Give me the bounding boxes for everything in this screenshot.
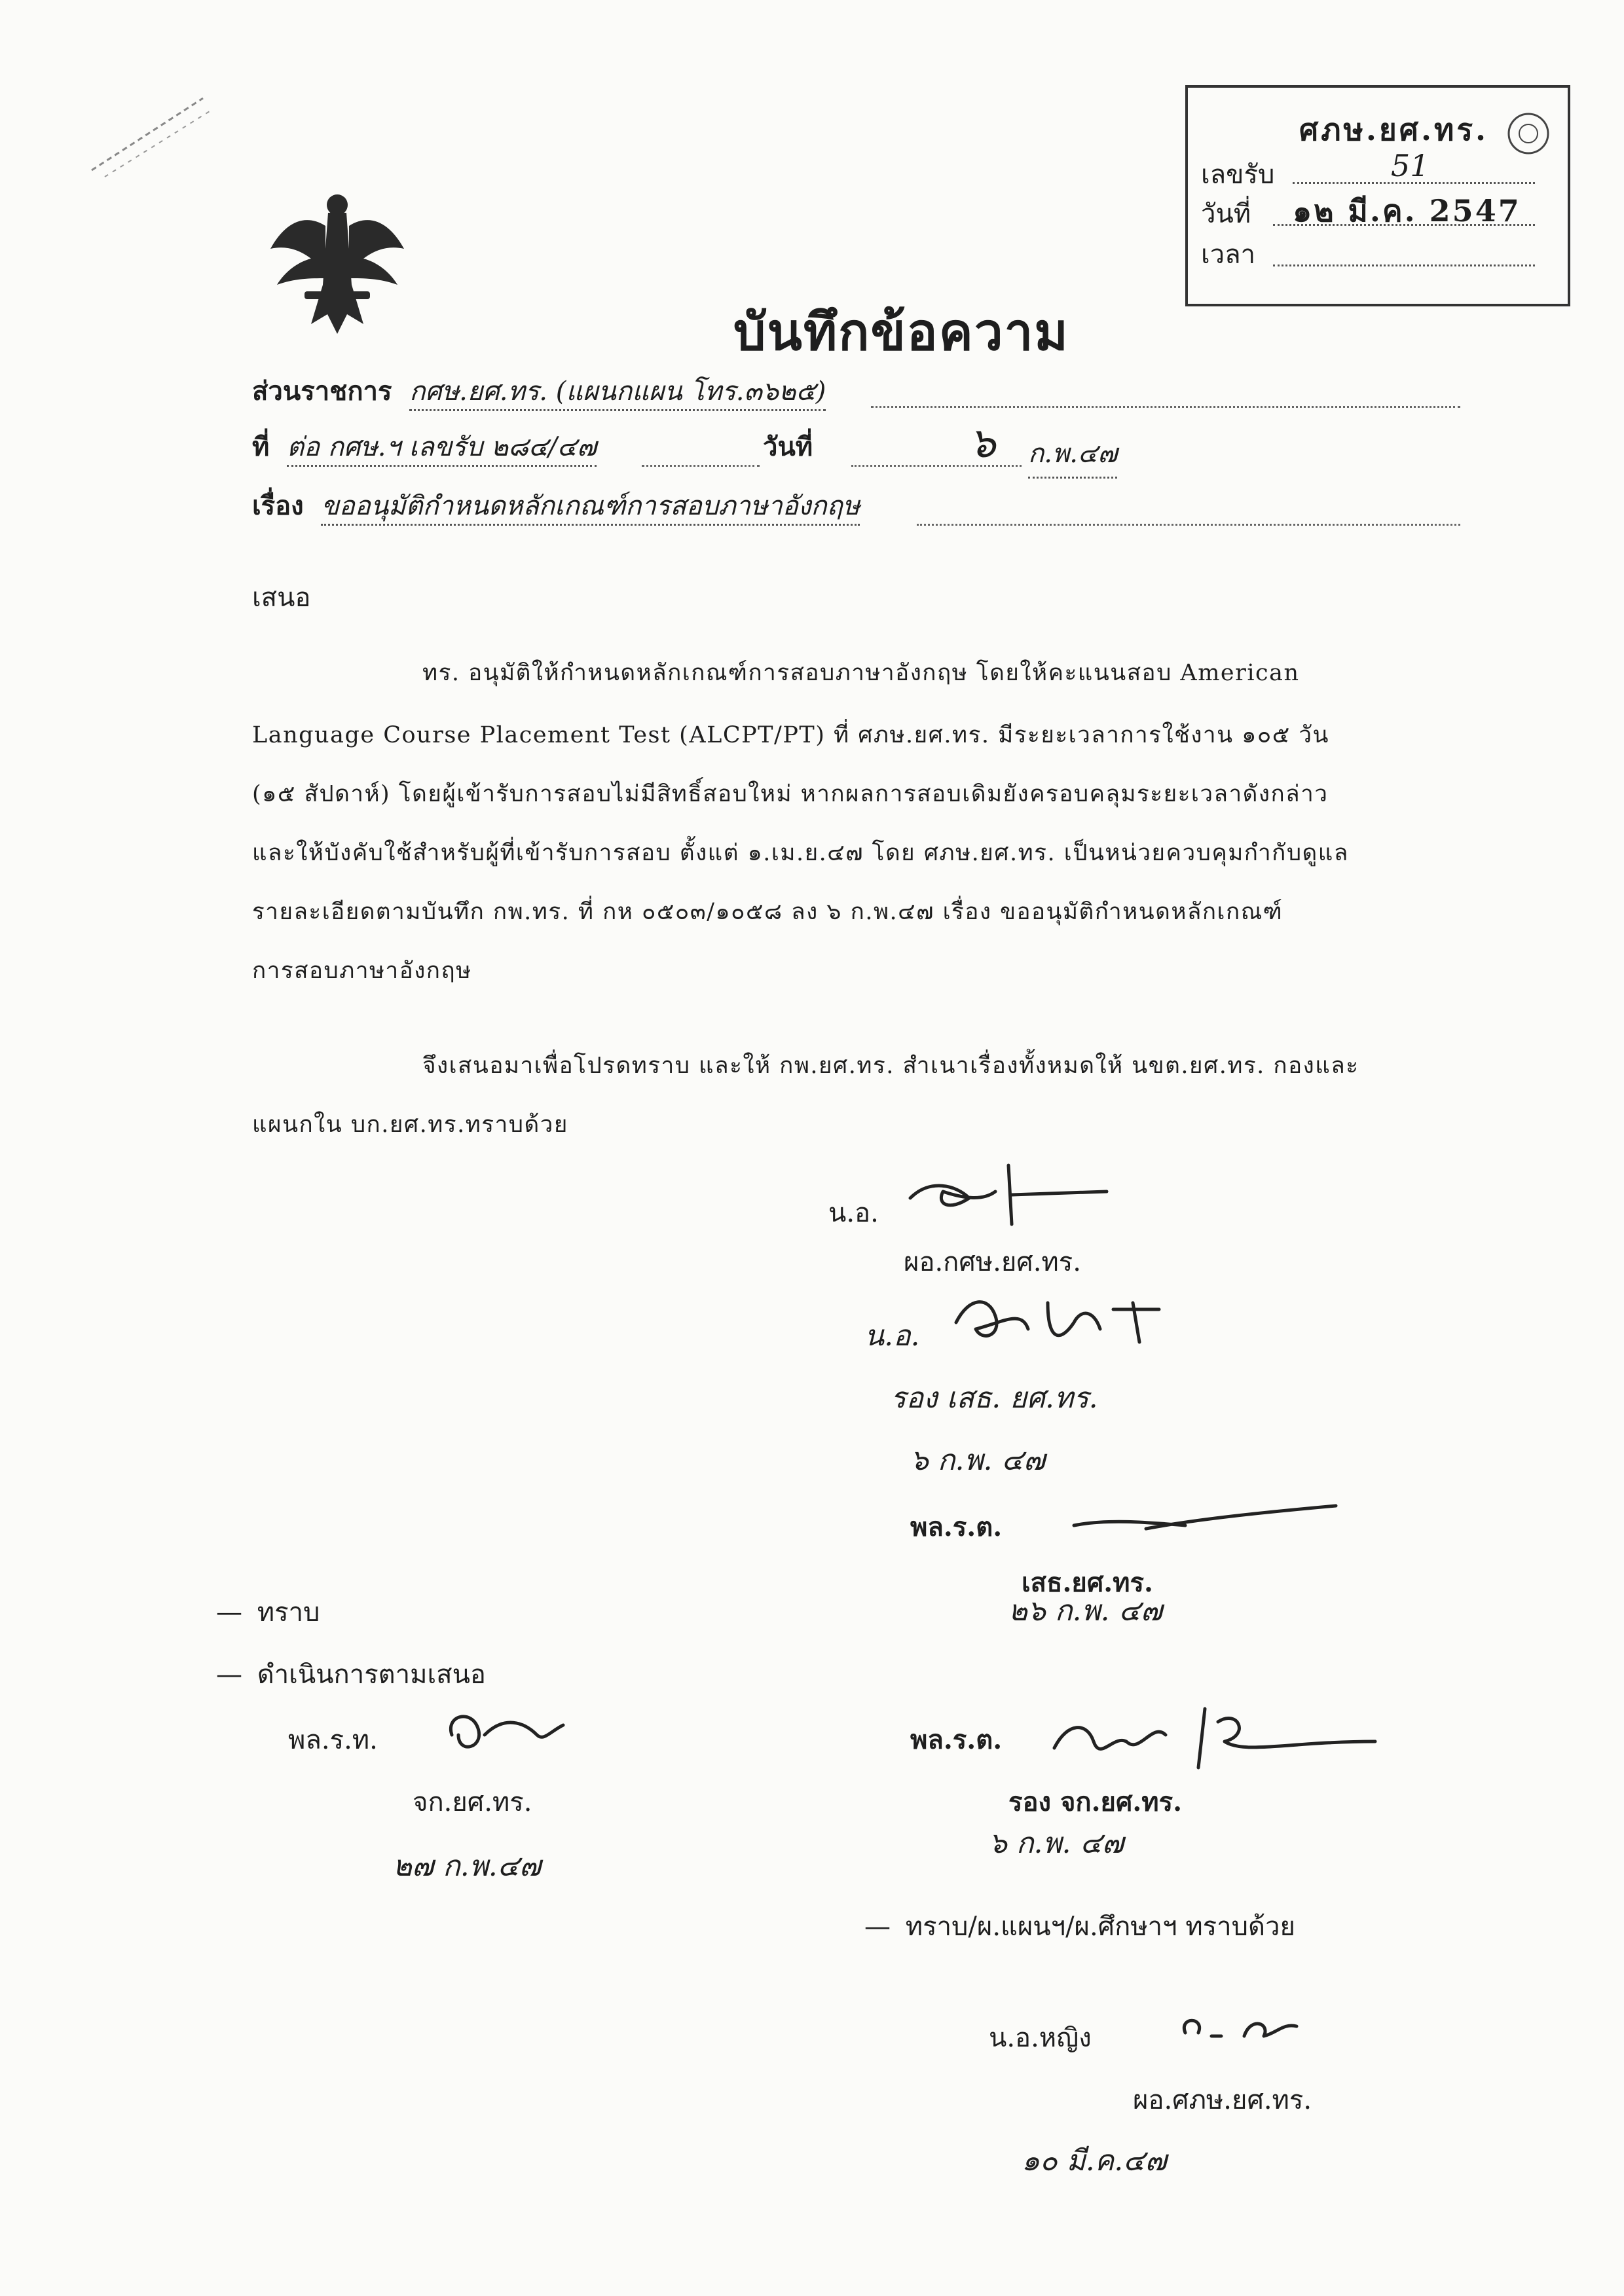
agency-value: กศษ.ยศ.ทร. (แผนกแผน โทร.๓๖๒๕)	[409, 376, 826, 411]
signature-2-scribble	[943, 1283, 1166, 1355]
body-p1-line-6: การสอบภาษาอังกฤษ	[252, 958, 472, 984]
signature-1-position: ผอ.กศษ.ยศ.ทร.	[904, 1247, 1081, 1277]
body-p2-line-1: จึงเสนอมาเพื่อโปรดทราบ และให้ กพ.ยศ.ทร. สำเนาเรื่องทั้งหมดให้ นขต.ยศ.ทร. กองและ	[422, 1053, 1359, 1079]
body-p1-line-2: Language Course Placement Test (ALCPT/PT) ที่ ศภษ.ยศ.ทร. มีระยะเวลาการใช้งาน ๑๐๕ วัน	[252, 722, 1329, 748]
document-title: บันทึกข้อความ	[733, 302, 1069, 362]
reference-row	[252, 426, 597, 467]
stamp-receipt-number: 51	[1391, 148, 1430, 183]
body-p1-line-3: (๑๕ สัปดาห์) โดยผู้เข้ารับการสอบไม่มีสิทธิ์สอบใหม่ หากผลการสอบเดิมยังครอบคลุมระยะเวลาดังกล่าว	[252, 781, 1329, 807]
stamp-date-value: ๑๒ มี.ค. 2547	[1293, 193, 1521, 228]
dash-mark: —	[216, 1660, 242, 1690]
signature-3-date: ๒๖ ก.พ. ๔๗	[1008, 1594, 1162, 1628]
bottom-directive-text: ทราบ/ผ.แผนฯ/ผ.ศึกษาฯ ทราบด้วย	[905, 1912, 1295, 1942]
body-p2-line-2: แผนกใน บก.ยศ.ทร.ทราบด้วย	[252, 1112, 568, 1138]
signature-2-rank: น.อ.	[864, 1319, 920, 1353]
stamp-receipt-label: เลขรับ	[1201, 160, 1275, 190]
subject-row-dots	[917, 524, 1460, 526]
signature-3-position: เสธ.ยศ.ทร.	[1022, 1567, 1153, 1598]
left-date: ๒๗ ก.พ.๔๗	[393, 1850, 542, 1883]
bottom-date: ๑๐ มี.ค.๔๗	[1022, 2144, 1167, 2178]
body-p1-line-4: และให้บังคับใช้สำหรับผู้ที่เข้ารับการสอบ ตั้งแต่ ๑.เม.ย.๔๗ โดย ศภษ.ยศ.ทร. เป็นหน่วยควบคุมกำกับดูแล	[252, 840, 1349, 866]
signature-4-position: รอง จก.ยศ.ทร.	[1008, 1787, 1183, 1817]
signature-4-scribble	[1041, 1696, 1382, 1781]
bottom-position: ผอ.ศภษ.ยศ.ทร.	[1133, 2085, 1312, 2115]
receipt-stamp	[1185, 85, 1570, 306]
body-p1-line-1: ทร. อนุมัติให้กำหนดหลักเกณฑ์การสอบภาษาอังกฤษ โดยให้คะแนนสอบ American	[422, 660, 1300, 686]
garuda-emblem	[265, 187, 409, 337]
dash-mark: —	[216, 1597, 242, 1628]
left-signature-scribble	[432, 1696, 576, 1768]
signature-3-rank: พล.ร.ต.	[910, 1512, 1003, 1542]
subject-row	[252, 484, 860, 526]
left-note-2-text: ดำเนินการตามเสนอ	[257, 1660, 486, 1690]
signature-2-line-2: รอง เสธ. ยศ.ทร.	[891, 1381, 1098, 1415]
left-note-1	[216, 1591, 320, 1633]
reference-label: ที่	[252, 431, 270, 462]
bottom-signature-scribble	[1172, 2003, 1303, 2056]
stamp-time-line	[1273, 262, 1535, 266]
stamp-date-label: วันที่	[1201, 199, 1251, 229]
signature-3-scribble	[1067, 1493, 1342, 1545]
agency-label: ส่วนราชการ	[252, 376, 392, 407]
signature-4-date: ๖ ก.พ. ๔๗	[989, 1827, 1124, 1860]
date-row-dots	[851, 465, 1022, 467]
left-note-2	[216, 1653, 486, 1695]
stamp-org: ศภษ.ยศ.ทร.	[1299, 112, 1489, 147]
subject-label: เรื่อง	[252, 490, 304, 521]
dash-mark: —	[864, 1912, 891, 1942]
salutation: เสนอ	[252, 583, 311, 613]
date-day: ๖	[969, 419, 996, 467]
stray-marks	[79, 85, 223, 190]
signature-1-scribble	[897, 1152, 1113, 1237]
stamp-time-label: เวลา	[1201, 240, 1256, 270]
bottom-directive	[864, 1905, 1295, 1947]
reference-value: ต่อ กศษ.ฯ เลขรับ ๒๘๔/๔๗	[287, 432, 597, 467]
date-label: วันที่	[763, 431, 813, 462]
signature-2-line-3: ๖ ก.พ. ๔๗	[910, 1444, 1045, 1477]
agency-row-dots	[871, 406, 1460, 408]
subject-value: ขออนุมัติกำหนดหลักเกณฑ์การสอบภาษาอังกฤษ	[321, 491, 860, 526]
reference-row-dots	[642, 465, 760, 467]
left-position: จก.ยศ.ทร.	[413, 1787, 532, 1817]
body-p1-line-5: รายละเอียดตามบันทึก กพ.ทร. ที่ กห ๐๕๐๓/๑๐๕๘ ลง ๖ ก.พ.๔๗ เรื่อง ขออนุมัติกำหนดหลักเกณฑ์	[252, 899, 1283, 925]
bottom-rank: น.อ.หญิง	[989, 2023, 1092, 2053]
left-rank: พล.ร.ท.	[288, 1725, 378, 1755]
left-note-1-text: ทราบ	[257, 1597, 320, 1628]
agency-row	[252, 370, 826, 412]
date-month-year: ก.พ.๔๗	[1028, 432, 1117, 479]
signature-1-rank: น.อ.	[828, 1198, 879, 1228]
signature-4-rank: พล.ร.ต.	[910, 1724, 1003, 1755]
stamp-seal-icon	[1502, 107, 1555, 160]
